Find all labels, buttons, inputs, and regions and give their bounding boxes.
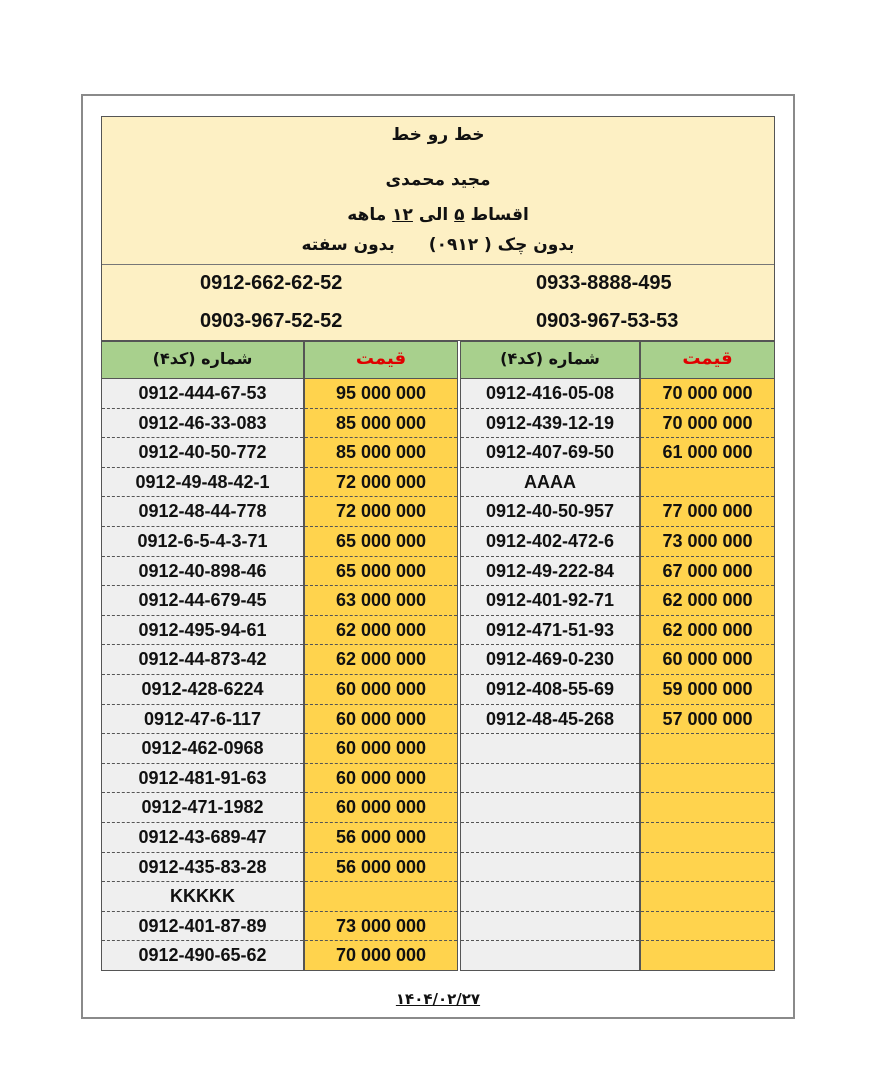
price-cell: 65 000 000 <box>305 527 457 557</box>
phone-number-cell: 0912-435-83-28 <box>102 853 303 883</box>
header-divider <box>102 264 774 265</box>
left-number-header: شماره (کد۴) <box>101 341 304 379</box>
price-cell: 56 000 000 <box>305 853 457 883</box>
no-promissory-text: بدون سفته <box>301 235 395 255</box>
phone-number-cell: 0912-481-91-63 <box>102 764 303 794</box>
phone-3: 0903-967-52-52 <box>200 310 343 332</box>
price-cell: 77 000 000 <box>641 497 774 527</box>
price-cell: 61 000 000 <box>641 438 774 468</box>
phone-number-cell: 0912-469-0-230 <box>461 645 639 675</box>
phone-number-cell: 0912-40-50-957 <box>461 497 639 527</box>
right-price-header: قیمت <box>640 341 775 379</box>
phone-number-cell: 0912-6-5-4-3-71 <box>102 527 303 557</box>
price-cell: 73 000 000 <box>641 527 774 557</box>
phone-number-cell: 0912-428-6224 <box>102 675 303 705</box>
price-cell: 56 000 000 <box>305 823 457 853</box>
installments-suffix: ماهه <box>347 205 393 225</box>
price-cell: 60 000 000 <box>305 675 457 705</box>
price-cell: 67 000 000 <box>641 557 774 587</box>
phone-number-cell: 0912-44-873-42 <box>102 645 303 675</box>
price-cell <box>641 882 774 912</box>
price-cell: 85 000 000 <box>305 438 457 468</box>
price-cell: 60 000 000 <box>305 705 457 735</box>
phone-number-cell: 0912-49-222-84 <box>461 557 639 587</box>
price-cell: 70 000 000 <box>641 409 774 439</box>
price-cell <box>641 764 774 794</box>
conditions-line <box>102 235 774 255</box>
left-price-header: قیمت <box>304 341 458 379</box>
price-cell: 65 000 000 <box>305 557 457 587</box>
phone-number-cell: KKKKK <box>102 882 303 912</box>
phone-number-cell: 0912-490-65-62 <box>138 945 267 966</box>
phone-number-cell: 0912-44-679-45 <box>102 586 303 616</box>
phone-number-cell <box>461 882 639 912</box>
phone-number-cell <box>461 764 639 794</box>
phone-number-cell <box>461 941 639 971</box>
phone-number-cell <box>461 823 639 853</box>
phone-number-cell: 0912-471-51-93 <box>461 616 639 646</box>
installments-line <box>102 205 774 225</box>
installments-min: ۵ <box>454 205 465 225</box>
phone-number-cell: 0912-48-44-778 <box>102 497 303 527</box>
phone-number-cell: 0912-439-12-19 <box>461 409 639 439</box>
price-cell: 60 000 000 <box>305 793 457 823</box>
phone-number-cell: 0912-48-45-268 <box>461 705 639 735</box>
phone-number-cell: 0912-401-87-89 <box>102 912 303 942</box>
price-cell: 72 000 000 <box>305 497 457 527</box>
list-date: ۱۴۰۴/۰۲/۲۷ <box>395 990 481 1008</box>
installments-max: ۱۲ <box>392 205 413 225</box>
price-cell: 62 000 000 <box>641 586 774 616</box>
phone-number-cell <box>461 912 639 942</box>
phone-1: 0912-662-62-52 <box>200 272 343 294</box>
phone-number-cell <box>461 734 639 764</box>
left-number-column <box>101 379 304 971</box>
phone-number-cell: 0912-46-33-083 <box>102 409 303 439</box>
header-box <box>101 116 775 341</box>
phone-number-cell: 0912-40-50-772 <box>102 438 303 468</box>
price-cell: 85 000 000 <box>305 409 457 439</box>
phone-number-cell: 0912-444-67-53 <box>102 379 303 409</box>
phone-number-cell: 0912-407-69-50 <box>461 438 639 468</box>
phone-2: 0933-8888-495 <box>536 272 672 294</box>
seller-name: مجید محمدی <box>385 170 491 190</box>
phone-number-cell: 0912-402-472-6 <box>461 527 639 557</box>
installments-prefix: اقساط <box>464 205 529 225</box>
phone-number-cell: 0912-495-94-61 <box>102 616 303 646</box>
phone-number-cell: AAAA <box>461 468 639 498</box>
price-cell: 63 000 000 <box>305 586 457 616</box>
price-cell: 60 000 000 <box>305 764 457 794</box>
right-number-header: شماره (کد۴) <box>460 341 640 379</box>
price-cell <box>305 882 457 912</box>
phone-4: 0903-967-53-53 <box>536 310 679 332</box>
price-cell: 57 000 000 <box>641 705 774 735</box>
price-cell: 95 000 000 <box>305 379 457 409</box>
installments-mid: الی <box>412 205 455 225</box>
price-cell: 70 000 000 <box>335 945 427 966</box>
phone-number-cell: 0912-471-1982 <box>102 793 303 823</box>
price-cell <box>641 734 774 764</box>
no-check-text: بدون چک ( ۰۹۱۲) <box>428 235 575 255</box>
phone-number-cell <box>461 793 639 823</box>
right-price-column <box>640 379 775 971</box>
price-cell <box>641 793 774 823</box>
price-cell: 59 000 000 <box>641 675 774 705</box>
phone-number-cell: 0912-416-05-08 <box>461 379 639 409</box>
price-cell <box>641 941 774 971</box>
price-cell: 70 000 000 <box>641 379 774 409</box>
phone-number-cell: 0912-40-898-46 <box>102 557 303 587</box>
left-price-column <box>304 379 458 971</box>
price-cell: 60 000 000 <box>305 734 457 764</box>
price-cell: 73 000 000 <box>305 912 457 942</box>
price-cell <box>641 912 774 942</box>
price-cell <box>641 823 774 853</box>
phone-number-cell: 0912-49-48-42-1 <box>102 468 303 498</box>
phone-number-cell: 0912-408-55-69 <box>461 675 639 705</box>
price-cell: 62 000 000 <box>305 616 457 646</box>
phone-number-cell: 0912-47-6-117 <box>102 705 303 735</box>
header-title: خط رو خط <box>391 125 485 145</box>
phone-number-cell <box>461 853 639 883</box>
price-cell: 62 000 000 <box>641 616 774 646</box>
phone-number-cell: 0912-462-0968 <box>102 734 303 764</box>
phone-number-cell: 0912-43-689-47 <box>102 823 303 853</box>
price-cell: 60 000 000 <box>641 645 774 675</box>
price-cell <box>641 853 774 883</box>
price-cell: 72 000 000 <box>305 468 457 498</box>
price-cell <box>641 468 774 498</box>
price-cell: 62 000 000 <box>305 645 457 675</box>
phone-number-cell: 0912-401-92-71 <box>461 586 639 616</box>
right-number-column <box>460 379 640 971</box>
